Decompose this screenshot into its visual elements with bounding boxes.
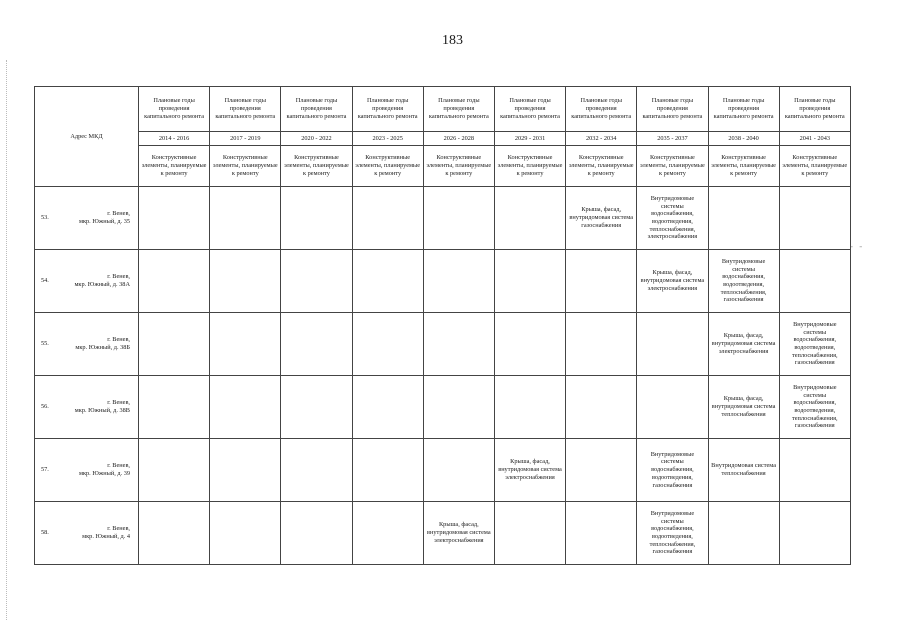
repair-cell <box>352 376 423 439</box>
page-edge-mark: - - <box>850 241 865 251</box>
repair-cell <box>210 313 281 376</box>
repair-cell <box>779 502 850 565</box>
repair-cell <box>210 439 281 502</box>
row-address <box>74 273 130 289</box>
address-cell <box>35 187 139 250</box>
period-years: 2035 - 2037 <box>637 132 708 146</box>
repair-cell: Внутридомовые системы водоснабжения, водоотведения, теплоснабжения, газоснабжения <box>779 376 850 439</box>
repair-cell: Крыша, фасад, внутридомовая система теплоснабжения <box>708 376 779 439</box>
repair-cell: Крыша, фасад, внутридомовая система газоснабжения <box>566 187 637 250</box>
period-years: 2038 - 2040 <box>708 132 779 146</box>
elements-header: Конструктивные элементы, планируемые к ремонту <box>423 146 494 187</box>
repair-cell: Внутридомовые системы водоснабжения, водоотведения, теплоснабжения, электроснабжения <box>637 187 708 250</box>
table-row <box>35 187 851 250</box>
repair-cell <box>281 313 352 376</box>
table-row <box>35 439 851 502</box>
address-cell <box>35 250 139 313</box>
repair-cell: Внутридомовые системы водоснабжения, водоотведения, теплоснабжения, газоснабжения <box>637 502 708 565</box>
repair-cell <box>708 187 779 250</box>
address-cell <box>35 376 139 439</box>
repair-cell <box>494 313 565 376</box>
repair-cell <box>566 313 637 376</box>
elements-header: Конструктивные элементы, планируемые к ремонту <box>708 146 779 187</box>
period-header: Плановые годы проведения капитального ремонта <box>779 87 850 132</box>
repair-cell <box>423 187 494 250</box>
repair-cell <box>423 250 494 313</box>
repair-cell <box>423 376 494 439</box>
repair-cell: Внутридомовые системы водоснабжения, водоотведения, теплоснабжения, газоснабжения <box>708 250 779 313</box>
repair-cell <box>352 502 423 565</box>
repair-cell <box>210 187 281 250</box>
repair-cell <box>210 250 281 313</box>
elements-header: Конструктивные элементы, планируемые к ремонту <box>566 146 637 187</box>
period-header: Плановые годы проведения капитального ремонта <box>637 87 708 132</box>
row-address <box>79 462 130 478</box>
repair-cell <box>494 502 565 565</box>
address-line-2: мкр. Южный, д. 39 <box>78 470 130 477</box>
row-address <box>75 399 130 415</box>
repair-cell: Крыша, фасад, внутридомовая система электроснабжения <box>494 439 565 502</box>
repair-cell <box>779 439 850 502</box>
repair-cell <box>637 376 708 439</box>
period-header: Плановые годы проведения капитального ремонта <box>139 87 210 132</box>
address-cell <box>35 502 139 565</box>
period-years: 2014 - 2016 <box>139 132 210 146</box>
repair-cell <box>352 250 423 313</box>
row-number: 57. <box>41 466 49 474</box>
period-header: Плановые годы проведения капитального ремонта <box>708 87 779 132</box>
repair-cell <box>494 187 565 250</box>
repair-cell <box>352 313 423 376</box>
elements-header: Конструктивные элементы, планируемые к ремонту <box>139 146 210 187</box>
capital-repair-table <box>34 86 851 565</box>
period-header: Плановые годы проведения капитального ремонта <box>494 87 565 132</box>
row-number: 56. <box>41 403 49 411</box>
elements-header: Конструктивные элементы, планируемые к ремонту <box>281 146 352 187</box>
repair-cell: Крыша, фасад, внутридомовая система электроснабжения <box>708 313 779 376</box>
period-header: Плановые годы проведения капитального ремонта <box>423 87 494 132</box>
page-number: 183 <box>442 33 463 48</box>
address-cell <box>35 439 139 502</box>
table-row <box>35 313 851 376</box>
period-years: 2041 - 2043 <box>779 132 850 146</box>
row-address <box>79 210 130 226</box>
period-header: Плановые годы проведения капитального ремонта <box>566 87 637 132</box>
period-years: 2023 - 2025 <box>352 132 423 146</box>
repair-cell <box>281 376 352 439</box>
table-row <box>35 250 851 313</box>
address-line-2: мкр. Южный, д. 38В <box>74 407 130 414</box>
table-header <box>35 87 851 187</box>
address-line-1: г. Венев, <box>107 461 130 469</box>
repair-cell <box>494 250 565 313</box>
repair-cell <box>566 502 637 565</box>
repair-cell <box>139 250 210 313</box>
repair-cell <box>139 187 210 250</box>
repair-cell <box>352 439 423 502</box>
address-line-2: мкр. Южный, д. 38А <box>74 281 130 288</box>
row-address <box>82 525 130 541</box>
repair-cell <box>494 376 565 439</box>
address-line-1: г. Венев, <box>107 524 130 532</box>
row-address <box>75 336 130 352</box>
address-line-1: г. Венев, <box>107 335 130 343</box>
table-row <box>35 502 851 565</box>
repair-cell <box>566 250 637 313</box>
header-row-elements <box>35 146 851 187</box>
repair-cell <box>779 250 850 313</box>
row-number: 58. <box>41 529 49 537</box>
repair-cell: Внутридомовые системы водоснабжения, водоотведения, газоснабжения <box>637 439 708 502</box>
header-row-periods <box>35 87 851 132</box>
repair-cell <box>566 439 637 502</box>
table-row <box>35 376 851 439</box>
repair-cell <box>423 313 494 376</box>
period-years: 2020 - 2022 <box>281 132 352 146</box>
address-line-1: г. Венев, <box>107 398 130 406</box>
repair-cell <box>637 313 708 376</box>
repair-cell <box>139 376 210 439</box>
address-line-2: мкр. Южный, д. 35 <box>78 218 130 225</box>
address-cell <box>35 313 139 376</box>
period-years: 2032 - 2034 <box>566 132 637 146</box>
repair-cell <box>566 376 637 439</box>
period-header: Плановые годы проведения капитального ремонта <box>210 87 281 132</box>
repair-cell: Внутридомовая система теплоснабжения <box>708 439 779 502</box>
repair-cell <box>281 187 352 250</box>
period-years: 2017 - 2019 <box>210 132 281 146</box>
repair-cell <box>352 187 423 250</box>
repair-cell <box>281 502 352 565</box>
period-years: 2029 - 2031 <box>494 132 565 146</box>
repair-cell <box>708 502 779 565</box>
row-number: 54. <box>41 277 49 285</box>
repair-cell: Крыша, фасад, внутридомовая система электроснабжения <box>423 502 494 565</box>
repair-cell <box>139 502 210 565</box>
address-line-2: мкр. Южный, д. 38Б <box>75 344 130 351</box>
header-row-years <box>35 132 851 146</box>
row-number: 53. <box>41 214 49 222</box>
address-line-1: г. Венев, <box>107 272 130 280</box>
elements-header: Конструктивные элементы, планируемые к ремонту <box>637 146 708 187</box>
address-line-1: г. Венев, <box>107 209 130 217</box>
repair-cell <box>139 439 210 502</box>
repair-cell: Внутридомовые системы водоснабжения, водоотведения, теплоснабжения, газоснабжения <box>779 313 850 376</box>
page-edge-dots <box>6 60 8 620</box>
address-line-2: мкр. Южный, д. 4 <box>82 533 130 540</box>
table-body <box>35 187 851 565</box>
repair-cell <box>281 250 352 313</box>
repair-cell <box>281 439 352 502</box>
elements-header: Конструктивные элементы, планируемые к ремонту <box>352 146 423 187</box>
period-header: Плановые годы проведения капитального ремонта <box>281 87 352 132</box>
period-years: 2026 - 2028 <box>423 132 494 146</box>
row-number: 55. <box>41 340 49 348</box>
repair-cell: Крыша, фасад, внутридомовая система электроснабжения <box>637 250 708 313</box>
repair-cell <box>139 313 210 376</box>
period-header: Плановые годы проведения капитального ремонта <box>352 87 423 132</box>
elements-header: Конструктивные элементы, планируемые к ремонту <box>210 146 281 187</box>
repair-cell <box>423 439 494 502</box>
elements-header: Конструктивные элементы, планируемые к ремонту <box>494 146 565 187</box>
address-header: Адрес МКД <box>35 87 139 187</box>
repair-cell <box>779 187 850 250</box>
repair-cell <box>210 502 281 565</box>
elements-header: Конструктивные элементы, планируемые к ремонту <box>779 146 850 187</box>
repair-cell <box>210 376 281 439</box>
